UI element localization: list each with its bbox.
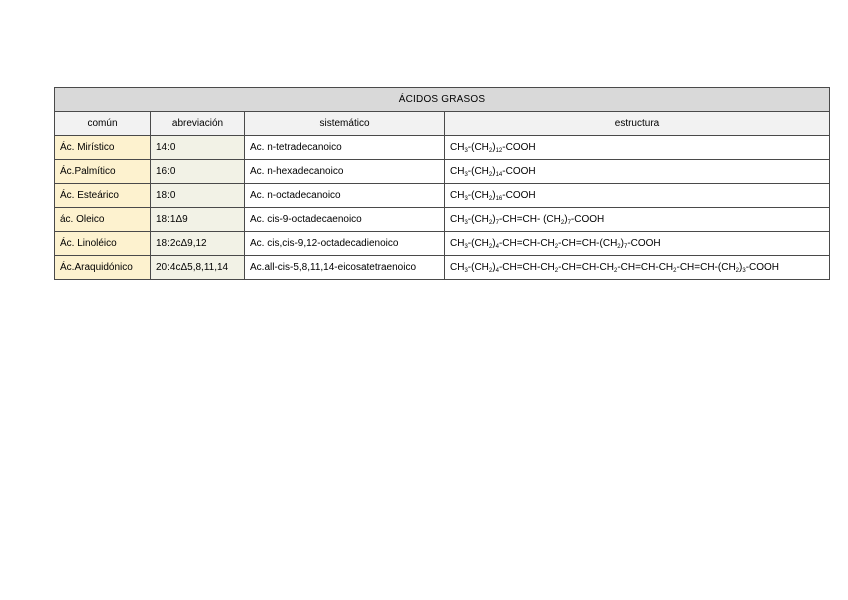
formula-text: -(CH bbox=[467, 190, 489, 201]
header-comun: común bbox=[55, 112, 151, 136]
structure-cell bbox=[445, 208, 830, 232]
common-name-cell: Ác. Esteárico bbox=[55, 184, 151, 208]
formula-subscript: 4 bbox=[495, 268, 499, 274]
structure-cell bbox=[445, 136, 830, 160]
formula-subscript: 3 bbox=[464, 220, 468, 226]
structure-cell bbox=[445, 184, 830, 208]
formula-text: -CH=CH- (CH bbox=[498, 214, 561, 225]
formula-text: -CH=CH-CH bbox=[498, 238, 555, 249]
table-row bbox=[55, 208, 830, 232]
formula-text: CH bbox=[450, 142, 465, 153]
common-name-cell: Ác. Linoléico bbox=[55, 232, 151, 256]
formula-subscript: 2 bbox=[488, 268, 493, 274]
formula-text: -(CH bbox=[467, 142, 489, 153]
formula-text: ) bbox=[492, 166, 496, 177]
common-name-cell: ác. Oleico bbox=[55, 208, 151, 232]
formula-subscript: 2 bbox=[488, 196, 493, 202]
formula-subscript: 7 bbox=[495, 220, 499, 226]
formula-subscript: 7 bbox=[623, 244, 628, 250]
formula-text: ) bbox=[739, 262, 743, 273]
formula-subscript: 2 bbox=[613, 268, 618, 274]
abbreviation-cell: 18:2cΔ9,12 bbox=[151, 232, 245, 256]
formula-text: -COOH bbox=[570, 214, 605, 225]
formula-subscript: 12 bbox=[495, 148, 503, 154]
formula-subscript: 2 bbox=[488, 172, 493, 178]
formula-subscript: 2 bbox=[560, 220, 565, 226]
formula-text: CH bbox=[450, 238, 465, 249]
header-abreviacion: abreviación bbox=[151, 112, 245, 136]
formula-subscript: 2 bbox=[554, 268, 559, 274]
abbreviation-cell: 16:0 bbox=[151, 160, 245, 184]
header-sistematico: sistemático bbox=[245, 112, 445, 136]
common-name-cell: Ác.Araquidónico bbox=[55, 256, 151, 280]
systematic-name-cell: Ac.all-cis-5,8,11,14-eicosatetraenoico bbox=[245, 256, 445, 280]
common-name-cell: Ác.Palmítico bbox=[55, 160, 151, 184]
formula-subscript: 2 bbox=[554, 244, 559, 250]
table-row bbox=[55, 232, 830, 256]
table-header-row bbox=[55, 112, 830, 136]
formula-text: ) bbox=[564, 214, 568, 225]
formula-text: -COOH bbox=[745, 262, 780, 273]
formula-subscript: 3 bbox=[464, 196, 468, 202]
formula-text: -(CH bbox=[467, 262, 489, 273]
systematic-name-cell: Ac. cis,cis-9,12-octadecadienoico bbox=[245, 232, 445, 256]
header-estructura: estructura bbox=[445, 112, 830, 136]
formula-text: -CH=CH-CH bbox=[558, 262, 614, 273]
formula-subscript: 2 bbox=[488, 244, 493, 250]
systematic-name-cell: Ac. n-hexadecanoico bbox=[245, 160, 445, 184]
abbreviation-cell: 14:0 bbox=[151, 136, 245, 160]
formula-subscript: 7 bbox=[567, 220, 571, 226]
systematic-name-cell: Ac. n-octadecanoico bbox=[245, 184, 445, 208]
formula-text: ) bbox=[492, 142, 496, 153]
formula-text: -COOH bbox=[502, 142, 536, 153]
formula-subscript: 2 bbox=[735, 268, 740, 274]
formula-subscript: 16 bbox=[495, 196, 503, 202]
formula-text: -CH=CH-CH bbox=[617, 262, 674, 273]
systematic-name-cell: Ac. cis-9-octadecaenoico bbox=[245, 208, 445, 232]
table-title: ÁCIDOS GRASOS bbox=[55, 88, 830, 112]
formula-subscript: 3 bbox=[464, 268, 468, 274]
formula-text: -(CH bbox=[467, 238, 489, 249]
structure-cell bbox=[445, 160, 830, 184]
formula-text: -COOH bbox=[502, 166, 536, 177]
formula-subscript: 3 bbox=[464, 244, 468, 250]
formula-text: CH bbox=[450, 262, 465, 273]
fatty-acids-table bbox=[54, 87, 830, 280]
formula-text: ) bbox=[492, 262, 496, 273]
table-title-row bbox=[55, 88, 830, 112]
table-row bbox=[55, 136, 830, 160]
structure-cell bbox=[445, 256, 830, 280]
formula-text: -CH=CH-(CH bbox=[676, 262, 736, 273]
formula-subscript: 3 bbox=[464, 172, 468, 178]
formula-subscript: 14 bbox=[495, 172, 503, 178]
formula-text: ) bbox=[620, 238, 624, 249]
formula-text: -(CH bbox=[467, 214, 489, 225]
formula-text: -(CH bbox=[467, 166, 489, 177]
table-row bbox=[55, 160, 830, 184]
table-row bbox=[55, 256, 830, 280]
formula-text: CH bbox=[450, 190, 465, 201]
structure-cell bbox=[445, 232, 830, 256]
formula-subscript: 2 bbox=[488, 220, 493, 226]
formula-text: ) bbox=[492, 214, 496, 225]
formula-text: CH bbox=[450, 166, 465, 177]
common-name-cell: Ác. Mirístico bbox=[55, 136, 151, 160]
formula-subscript: 4 bbox=[495, 244, 499, 250]
formula-subscript: 2 bbox=[673, 268, 677, 274]
formula-text: -CH=CH-(CH bbox=[558, 238, 618, 249]
formula-text: ) bbox=[492, 238, 496, 249]
formula-text: ) bbox=[492, 190, 496, 201]
formula-text: -COOH bbox=[502, 190, 536, 201]
formula-subscript: 2 bbox=[617, 244, 621, 250]
formula-subscript: 3 bbox=[464, 148, 468, 154]
abbreviation-cell: 18:0 bbox=[151, 184, 245, 208]
abbreviation-cell: 20:4cΔ5,8,11,14 bbox=[151, 256, 245, 280]
formula-text: CH bbox=[450, 214, 465, 225]
formula-subscript: 3 bbox=[742, 268, 746, 274]
abbreviation-cell: 18:1Δ9 bbox=[151, 208, 245, 232]
formula-text: -COOH bbox=[627, 238, 661, 249]
formula-subscript: 2 bbox=[488, 148, 493, 154]
formula-text: -CH=CH-CH bbox=[498, 262, 555, 273]
systematic-name-cell: Ac. n-tetradecanoico bbox=[245, 136, 445, 160]
table-row bbox=[55, 184, 830, 208]
